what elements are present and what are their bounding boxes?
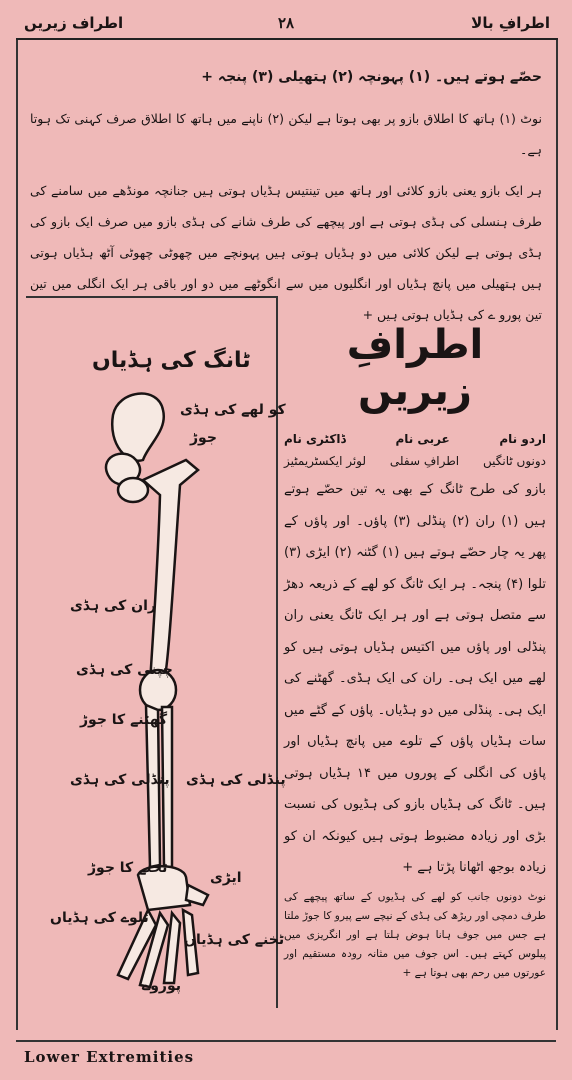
page-number: ۲۸: [278, 14, 295, 32]
header-left-title: اطراف زیریں: [24, 14, 124, 32]
arabic-name: اطرافِ سفلی: [389, 454, 460, 468]
label-thigh-bone: ران کی ہڈی: [70, 598, 156, 614]
english-name: لوئر ایکسٹریمٹیز: [284, 454, 367, 468]
col-urdu-header: اردو نام: [499, 432, 546, 446]
running-header: [16, 10, 558, 40]
label-heel: ایڑی: [210, 870, 242, 886]
intro-line: حصّے ہوتے ہیں۔ (۱) پہونچہ (۲) ہتھیلی (۳) پنجہ +: [201, 69, 542, 85]
name-row: [284, 454, 546, 468]
label-toe-bones: پوروے: [142, 978, 181, 994]
label-ankle-bones: ٹخنے کی ہڈیاں: [184, 932, 285, 948]
label-knee-cap: چپنی کی ہڈی: [76, 662, 173, 678]
label-sole-bones: تلوے کی ہڈیاں: [50, 910, 149, 926]
label-knee-joint: گھٹنے کا جوڑ: [80, 712, 168, 728]
label-hip-joint: جوڑ: [190, 430, 217, 446]
label-ankle-joint: ٹخنے کا جوڑ: [88, 860, 168, 876]
name-column-headers: [284, 432, 546, 446]
label-hip-bone: کو لھے کی ہڈی: [180, 402, 286, 418]
header-right-title: اطرافِ بالا: [471, 14, 550, 32]
col-arabic-header: عربی نام: [395, 432, 450, 446]
section-note: نوٹ دونوں جانب کو لھے کی ہڈیوں کے ساتھ پیچھے کی طرف دمچی اور ریڑھ کی ہڈی کے نیچے سے پیرو کا جوڑ ملتا ہے جس میں جوف ہانا ہوض ہلتا ہے اور انگریزی میں پیلوس کہتے ہیں۔ اس جوف میں مثانہ رودہ مستقیم اور عورتوں میں رحم بھی ہوتا ہے +: [284, 890, 546, 979]
col-english-header: ڈاکٹری نام: [284, 432, 346, 446]
label-shin-bone-left: پنڈلی کی ہڈی: [70, 772, 170, 788]
leg-skeleton-illustration: [88, 385, 228, 995]
intro-paragraph: ہر ایک بازو یعنی بازو کلائی اور ہاتھ میں تینتیس ہڈیاں ہوتی ہیں جنانچہ مونڈھے میں سامنے کی طرف ہنسلی کی ہڈی ہوتی ہے اور پیچھے کی طرف شانے کی ہڈی بازو میں صرف ایک بازو کی ہڈی ہوتی ہے لیکن کلائی میں دو ہڈیاں ہوتی ہیں پہونچے میں چھوٹی چھوٹی آٹھ ہڈیاں ہوتی ہیں ہتھیلی میں پانچ ہڈیاں اور انگلیوں میں سے انگوٹھے میں دو اور باقی ہر ایک انگلی میں تین تین پورو ے کی ہڈیاں ہوتی ہیں +: [30, 183, 542, 322]
page-footer: [16, 1040, 556, 1072]
section-title: اطرافِ زیریں: [346, 322, 484, 414]
figure-title: ٹانگ کی ہڈیاں: [92, 348, 251, 373]
section-body: بازو کی طرح ٹانگ کے بھی یہ تین حصّے ہوتے ہیں (۱) ران (۲) پنڈلی (۳) پاؤں۔ اور پاؤں کے پھر یہ چار حصّے ہوتے ہیں (۱) گٹنہ (۲) ایڑی (۳) تلوا (۴) پنجہ۔ ہر ایک ٹانگ کو لھے کے ذریعہ دھڑ سے متصل ہوتی ہے اور ہر ایک ٹانگ یعنی ران پنڈلی اور پاؤں میں اکتیس ہڈیاں ہوتی ہیں کو لھے میں ایک ہی۔ ران کی ایک ہڈی۔ گھٹنے کی ایک ہی۔ پنڈلی میں دو ہڈیاں۔ پاؤں کے گٹے میں سات ہڈیاں پاؤں کے تلوے میں پانچ ہڈیاں اور پاؤں کی انگلی کے پوروں میں ۱۴ ہڈیاں ہوتی ہیں۔ ٹانگ کی ہڈیاں بازو کی ہڈیوں کی نسبت بڑی اور زیادہ مضبوط ہوتی ہیں کیونکہ ان کو زیادہ بوجھ اٹھانا پڑتا ہے +: [284, 482, 547, 875]
intro-note: نوٹ (۱) ہاتھ کا اطلاق بازو پر بھی ہوتا ہے لیکن (۲) ناپنے میں ہاتھ کا اطلاق صرف کہنی تک ہوتا ہے۔: [30, 111, 542, 157]
urdu-name: دونوں ٹانگیں: [482, 454, 546, 468]
footer-caption: Lower Extremities: [24, 1048, 195, 1066]
lower-extremities-section: [284, 322, 546, 983]
label-shin-bone-right: پنڈلی کی ہڈی: [186, 772, 286, 788]
